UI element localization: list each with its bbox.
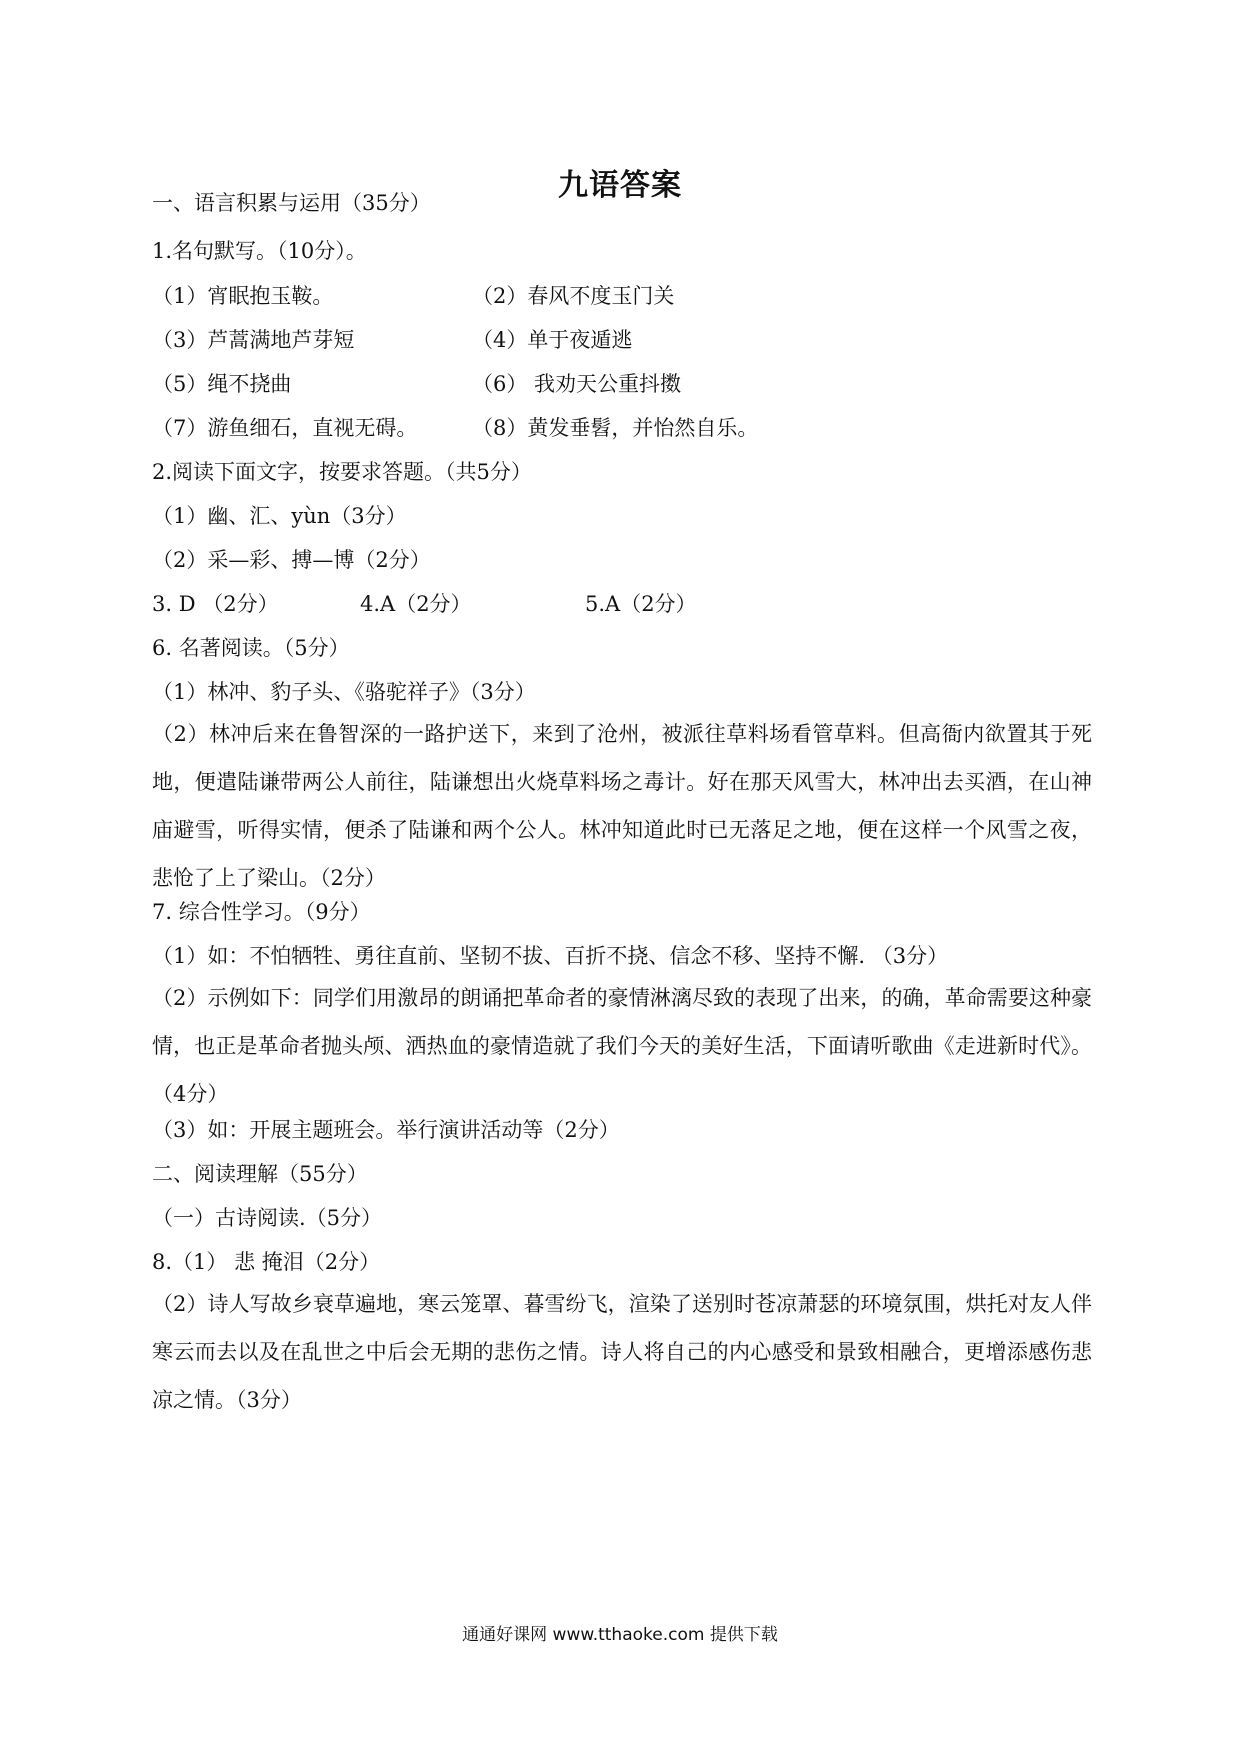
q4-answer: 4.A（2分） [360, 592, 472, 616]
q1-item: （4）单于夜遁逃 [472, 328, 633, 352]
page-footer: 通通好课网 www.tthaoke.com 提供下载 [462, 1625, 778, 1645]
q1-item: （5）绳不挠曲 [152, 372, 292, 396]
q7-answer-3: （3）如：开展主题班会。举行演讲活动等（2分） [152, 1118, 620, 1142]
q7-answer-1: （1）如：不怕牺牲、勇往直前、坚韧不拔、百折不挠、信念不移、坚持不懈. （3分） [152, 944, 949, 968]
q2-label: 2.阅读下面文字，按要求答题。（共5分） [152, 460, 532, 484]
q1-label: 1.名句默写。（10分）。 [152, 239, 367, 263]
q1-item: （8）黄发垂髫，并怡然自乐。 [472, 416, 759, 440]
q2-answer-2: （2）采—彩、搏—博（2分） [152, 548, 431, 572]
q6-answer-1: （1）林冲、豹子头、《骆驼祥子》（3分） [152, 680, 536, 704]
section2-heading: 二、阅读理解（55分） [152, 1162, 368, 1186]
q8-answer-2: （2）诗人写故乡衰草遍地，寒云笼罩、暮雪纷飞，渲染了送别时苍凉萧瑟的环境氛围，烘托对友人伴寒云而去以及在乱世之中后会无期的悲伤之情。诗人将自己的内心感受和景致相融合，更增添感伤悲凉之情。（3分） [152, 1292, 1092, 1412]
q7-answer-2: （2）示例如下：同学们用激昂的朗诵把革命者的豪情淋漓尽致的表现了出来，的确，革命需要这种豪情，也正是革命者抛头颅、洒热血的豪情造就了我们今天的美好生活，下面请听歌曲《走进新时代》。（4分） [152, 986, 1092, 1106]
q7-label: 7. 综合性学习。（9分） [152, 900, 371, 924]
q1-item: （6） 我劝天公重抖擞 [472, 372, 682, 396]
q8-answer-1: 8.（1） 悲 掩泪（2分） [152, 1250, 381, 1274]
q6-label: 6. 名著阅读。（5分） [152, 636, 350, 660]
q3-answer: 3. D （2分） [152, 592, 279, 616]
q1-item: （3）芦蒿满地芦芽短 [152, 328, 355, 352]
q6-answer-2: （2）林冲后来在鲁智深的一路护送下，来到了沧州，被派往草料场看管草料。但高衙内欲置其于死地，便遣陆谦带两公人前往，陆谦想出火烧草料场之毒计。好在那天风雪大，林冲出去买酒，在山神庙避雪，听得实情，便杀了陆谦和两个公人。林冲知道此时已无落足之地，便在这样一个风雪之夜，悲怆了上了梁山。（2分） [152, 722, 1092, 890]
section2-subheading: （一）古诗阅读.（5分） [152, 1206, 383, 1230]
q1-item: （1）宵眠抱玉鞍。 [152, 284, 334, 308]
q1-item: （2）春风不度玉门关 [472, 284, 675, 308]
q5-answer: 5.A（2分） [585, 592, 697, 616]
page-title: 九语答案 [558, 168, 682, 203]
section1-heading: 一、语言积累与运用（35分） [152, 191, 431, 215]
q2-answer-1: （1）幽、汇、yùn（3分） [152, 504, 407, 528]
q1-item: （7）游鱼细石，直视无碍。 [152, 416, 418, 440]
